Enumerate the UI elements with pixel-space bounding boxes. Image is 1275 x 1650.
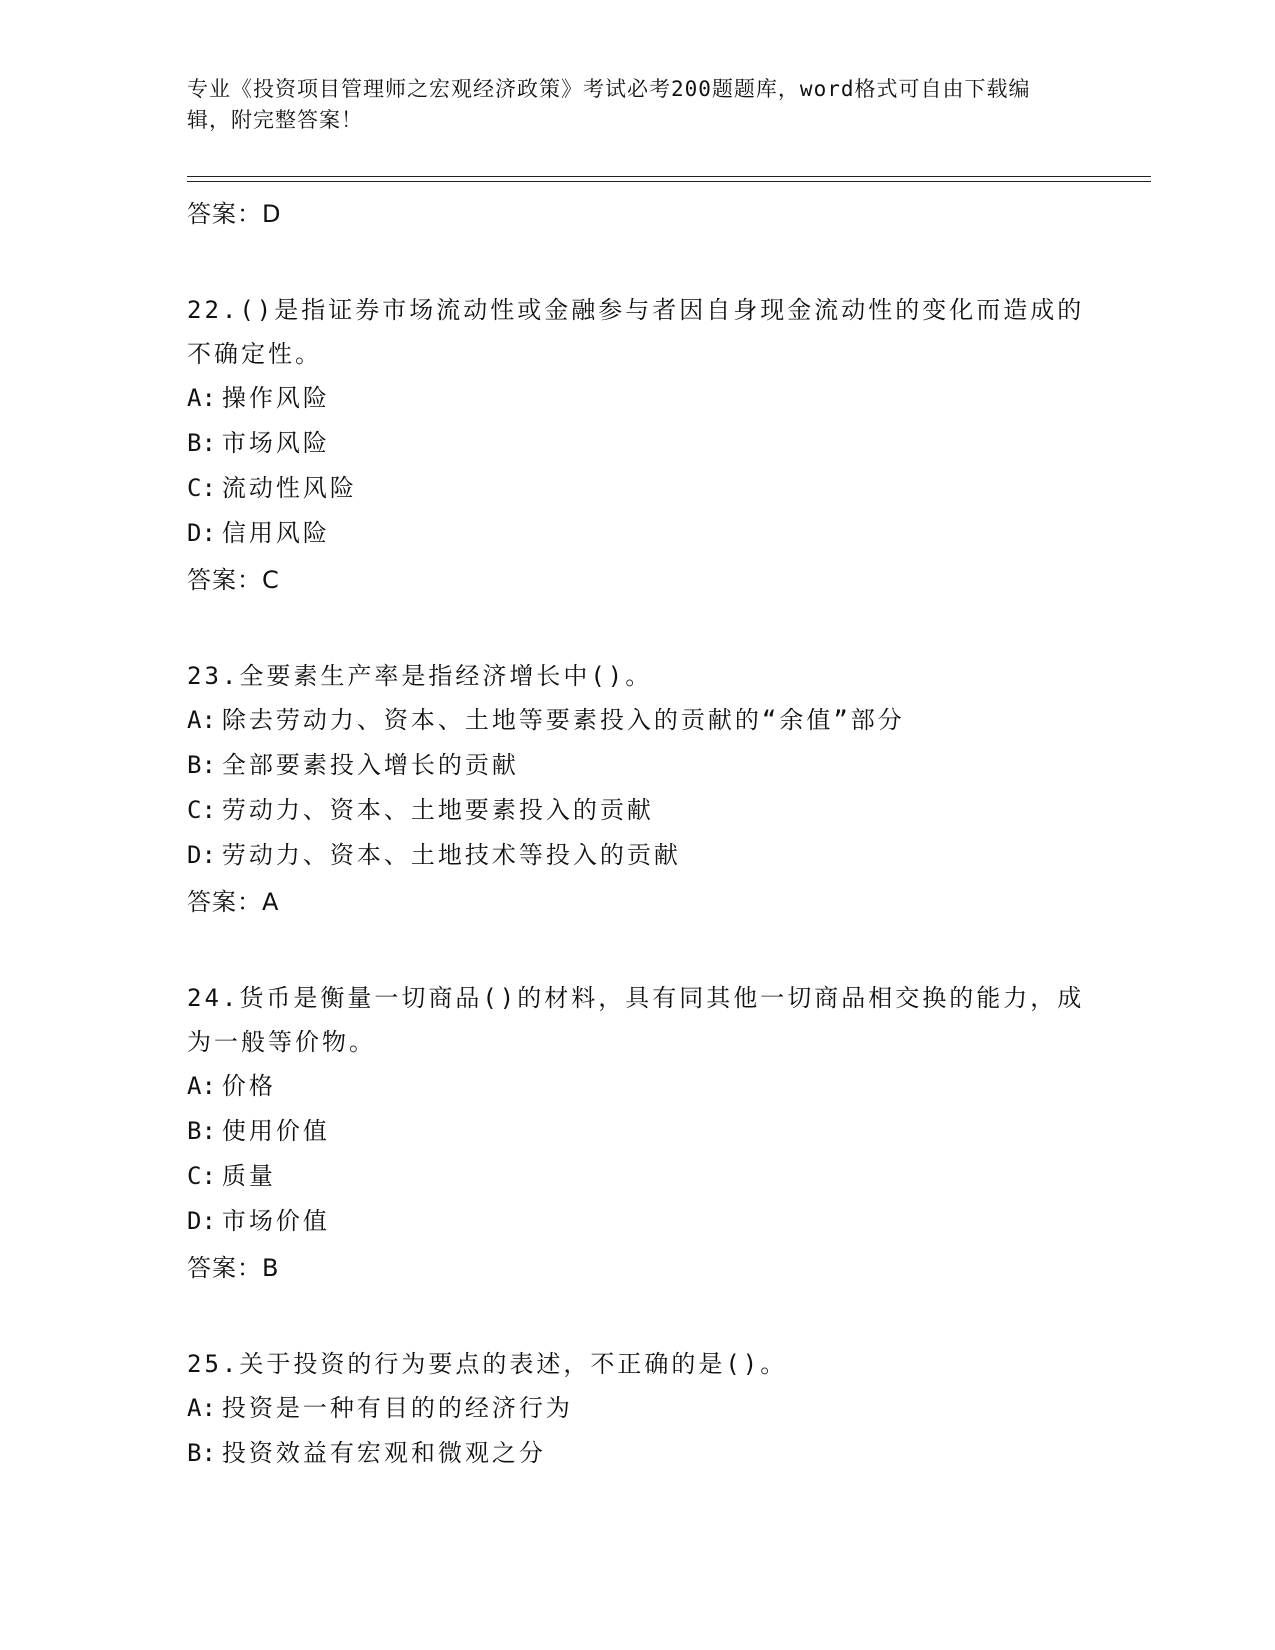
option-a: [187, 698, 1087, 743]
question-list: [187, 190, 1087, 1476]
option-a: [187, 1064, 1087, 1109]
option-text: 投资效益有宏观和微观之分: [221, 1439, 546, 1467]
option-a: [187, 376, 1087, 421]
document-header: 专业《投资项目管理师之宏观经济政策》考试必考200题题库，word格式可自由下载编辑，附完整答案！: [187, 77, 1031, 132]
answer-line: 答案：D: [187, 200, 282, 228]
option-text: 劳动力、资本、土地技术等投入的贡献: [221, 841, 681, 869]
option-a: [187, 1386, 1087, 1431]
answer-line: 答案：B: [187, 1254, 280, 1282]
header-rule-bottom: [187, 181, 1151, 182]
option-text: 全部要素投入增长的贡献: [221, 751, 519, 779]
option-text: 劳动力、资本、土地要素投入的贡献: [221, 796, 654, 824]
option-letter: B:: [187, 751, 216, 779]
option-c: [187, 1154, 1087, 1199]
option-letter: C:: [187, 1162, 216, 1190]
option-text: 市场价值: [221, 1207, 330, 1235]
option-letter: D:: [187, 519, 216, 547]
option-letter: B:: [187, 1117, 216, 1145]
question-stem: 22.()是指证券市场流动性或金融参与者因自身现金流动性的变化而造成的不确定性。: [187, 296, 1085, 368]
option-letter: A:: [187, 384, 216, 412]
option-letter: A:: [187, 1394, 216, 1422]
option-text: 价格: [221, 1072, 276, 1100]
option-text: 操作风险: [221, 384, 330, 412]
question-stem: 25.关于投资的行为要点的表述，不正确的是()。: [187, 1350, 788, 1378]
question-stem: 23.全要素生产率是指经济增长中()。: [187, 662, 653, 690]
option-d: [187, 833, 1087, 878]
option-letter: A:: [187, 1072, 216, 1100]
question-25: [187, 1342, 1087, 1476]
option-d: [187, 511, 1087, 556]
option-b: [187, 421, 1087, 466]
option-letter: A:: [187, 706, 216, 734]
option-text: 质量: [221, 1162, 276, 1190]
question-24: [187, 976, 1087, 1292]
option-letter: B:: [187, 1439, 216, 1467]
option-d: [187, 1199, 1087, 1244]
option-c: [187, 788, 1087, 833]
question-23: [187, 654, 1087, 926]
answer-line: 答案：C: [187, 566, 280, 594]
question-stem: 24.货币是衡量一切商品()的材料，具有同其他一切商品相交换的能力，成为一般等价物。: [187, 984, 1085, 1056]
option-letter: D:: [187, 841, 216, 869]
option-text: 除去劳动力、资本、土地等要素投入的贡献的“余值”部分: [221, 706, 905, 734]
option-b: [187, 743, 1087, 788]
option-text: 使用价值: [221, 1117, 330, 1145]
option-letter: C:: [187, 796, 216, 824]
option-letter: C:: [187, 474, 216, 502]
option-b: [187, 1431, 1087, 1476]
question-22: [187, 288, 1087, 604]
header-rule-top: [187, 176, 1151, 177]
option-text: 投资是一种有目的的经济行为: [221, 1394, 573, 1422]
option-c: [187, 466, 1087, 511]
answer-line: 答案：A: [187, 888, 280, 916]
option-letter: B:: [187, 429, 216, 457]
option-text: 流动性风险: [221, 474, 357, 502]
option-text: 市场风险: [221, 429, 330, 457]
option-letter: D:: [187, 1207, 216, 1235]
option-text: 信用风险: [221, 519, 330, 547]
option-b: [187, 1109, 1087, 1154]
